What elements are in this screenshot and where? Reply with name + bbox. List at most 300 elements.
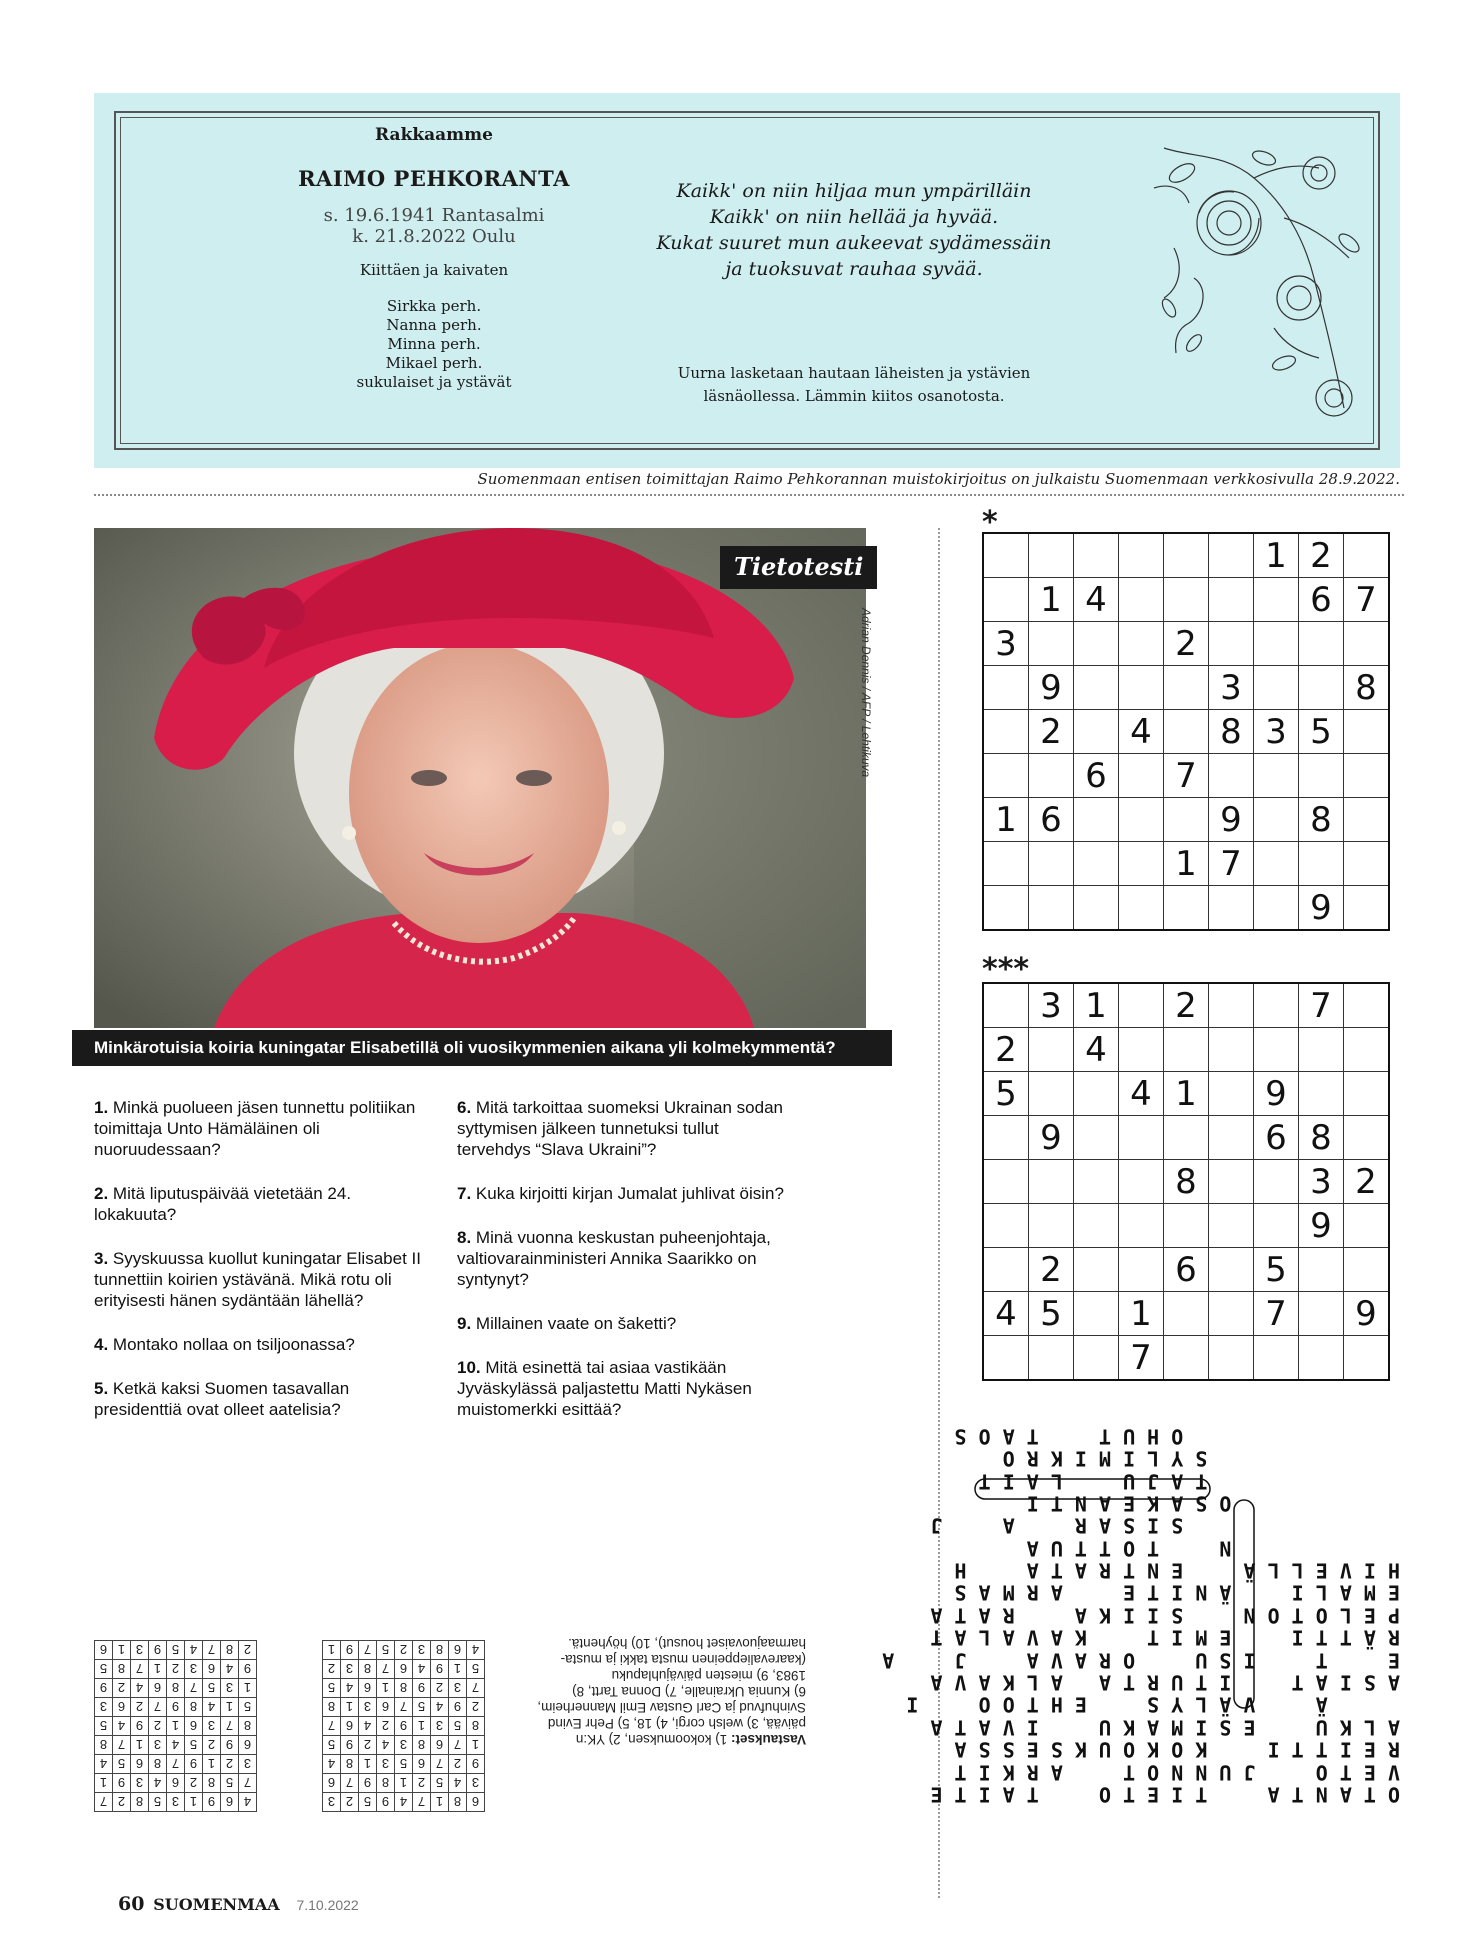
sudoku-cell[interactable]	[1344, 1072, 1390, 1116]
sudoku-cell[interactable]	[1254, 754, 1299, 798]
solution-cell: 8	[395, 1679, 413, 1698]
sudoku-cell[interactable]	[1254, 666, 1299, 710]
quiz-question	[457, 1357, 787, 1420]
sudoku-cell[interactable]	[1119, 622, 1164, 666]
sudoku-cell[interactable]	[1209, 1292, 1254, 1336]
solution-cell: 2	[167, 1660, 185, 1679]
sudoku-cell[interactable]	[1299, 1336, 1344, 1381]
solution-cell: 5	[323, 1736, 341, 1755]
sudoku-cell[interactable]	[1164, 710, 1209, 754]
poem-line: ja tuoksuvat rauhaa syvää.	[725, 258, 983, 280]
sudoku-cell[interactable]: 1	[1119, 1292, 1164, 1336]
solution-cell-row	[95, 1793, 257, 1812]
sudoku-cell[interactable]: 9	[1029, 666, 1074, 710]
sudoku-cell[interactable]	[1299, 842, 1344, 886]
sudoku-cell[interactable]: 5	[1299, 710, 1344, 754]
word-search-row: Ä V Ä L Y S E H T O O I	[906, 1693, 1400, 1718]
word-search-row: E M A L I Ä N I T E A R M A S	[954, 1581, 1400, 1606]
word-search-row: H I V E L L Ä E N T R A T A H	[954, 1558, 1400, 1583]
solution-cell: 5	[185, 1736, 203, 1755]
sudoku-cell[interactable]	[983, 533, 1029, 578]
sudoku-cell[interactable]	[1299, 1292, 1344, 1336]
sudoku-cell[interactable]	[1209, 983, 1254, 1028]
solution-cell: 2	[203, 1736, 221, 1755]
sudoku-cell[interactable]: 7	[1119, 1336, 1164, 1381]
family-member: sukulaiset ja ystävät	[356, 373, 512, 391]
sudoku-cell[interactable]: 8	[1299, 1116, 1344, 1160]
sudoku-cell[interactable]	[983, 1160, 1029, 1204]
solution-cell: 5	[359, 1793, 377, 1812]
sudoku-cell[interactable]	[1029, 754, 1074, 798]
sudoku-cell[interactable]: 3	[1254, 710, 1299, 754]
sudoku-cell[interactable]: 9	[1254, 1072, 1299, 1116]
sudoku-hard-grid[interactable]	[982, 982, 1390, 1381]
sudoku-cell[interactable]	[1209, 1072, 1254, 1116]
solution-cell-row	[95, 1698, 257, 1717]
sudoku-cell[interactable]	[1029, 622, 1074, 666]
solution-cell: 3	[395, 1736, 413, 1755]
sudoku-cell[interactable]	[983, 983, 1029, 1028]
solution-cell: 7	[341, 1774, 359, 1793]
sudoku-cell[interactable]	[1344, 798, 1390, 842]
notice-line: Uurna lasketaan hautaan läheisten ja ystävien	[677, 364, 1031, 382]
sudoku-cell[interactable]	[1164, 1028, 1209, 1072]
sudoku-cell[interactable]: 3	[1209, 666, 1254, 710]
notice-line: läsnäollessa. Lämmin kiitos osanotosta.	[703, 387, 1005, 405]
sudoku-cell[interactable]	[1164, 1292, 1209, 1336]
sudoku-cell[interactable]	[983, 886, 1029, 931]
solution-cell: 2	[221, 1755, 239, 1774]
word-search-row: S I S A R A J	[930, 1513, 1400, 1538]
sudoku-cell[interactable]: 8	[1344, 666, 1390, 710]
sudoku-cell[interactable]	[1299, 666, 1344, 710]
sudoku-cell[interactable]	[1164, 533, 1209, 578]
sudoku-cell[interactable]: 5	[1029, 1292, 1074, 1336]
solution-cell: 8	[185, 1698, 203, 1717]
sudoku-cell[interactable]	[1344, 983, 1390, 1028]
sudoku-cell[interactable]	[983, 754, 1029, 798]
solution-cell: 8	[323, 1698, 341, 1717]
solution-cell: 6	[467, 1793, 485, 1812]
solution-cell-row	[95, 1679, 257, 1698]
sudoku-cell[interactable]	[1029, 1028, 1074, 1072]
sudoku-cell[interactable]: 7	[1299, 983, 1344, 1028]
solution-cell: 8	[167, 1679, 185, 1698]
sudoku-cell[interactable]	[1074, 886, 1119, 931]
word-search-row: O H U T T A O S	[930, 1424, 1400, 1449]
sudoku-cell[interactable]	[1119, 1028, 1164, 1072]
sudoku-cell[interactable]	[1074, 1248, 1119, 1292]
sudoku-cell[interactable]	[1164, 886, 1209, 931]
solution-cell: 9	[449, 1698, 467, 1717]
page-footer	[118, 1893, 359, 1915]
sudoku-cell[interactable]	[1029, 1204, 1074, 1248]
solution-cell: 3	[131, 1774, 149, 1793]
solution-cell: 5	[449, 1717, 467, 1736]
sudoku-cell[interactable]	[1164, 798, 1209, 842]
word-search-row: S Y L I M I K R O	[930, 1446, 1400, 1471]
sudoku-cell[interactable]	[1209, 1160, 1254, 1204]
quiz-question	[457, 1097, 787, 1160]
queen-photo-illustration	[94, 528, 866, 1028]
sudoku-cell[interactable]	[1344, 1336, 1390, 1381]
sudoku-cell[interactable]	[1029, 1336, 1074, 1381]
sudoku-cell[interactable]	[1074, 1336, 1119, 1381]
sudoku-cell[interactable]: 8	[1209, 710, 1254, 754]
sudoku-cell[interactable]	[1254, 1160, 1299, 1204]
solution-cell-row	[323, 1679, 485, 1698]
sudoku-cell[interactable]: 8	[1164, 1160, 1209, 1204]
sudoku-cell[interactable]	[1299, 1248, 1344, 1292]
solution-cell: 6	[431, 1736, 449, 1755]
highlight-vertical-word	[1234, 1500, 1254, 1708]
question-number: 5.	[94, 1379, 109, 1398]
solution-cell: 6	[359, 1679, 377, 1698]
sudoku-cell[interactable]	[1119, 666, 1164, 710]
solution-cell: 9	[377, 1793, 395, 1812]
sudoku-cell-row	[983, 754, 1389, 798]
solution-cell: 4	[185, 1641, 203, 1660]
quiz-answers	[536, 1635, 806, 1747]
sudoku-cell[interactable]	[1254, 1028, 1299, 1072]
solution-cell-row	[323, 1698, 485, 1717]
sudoku-cell[interactable]	[1344, 1204, 1390, 1248]
poem-line: Kukat suuret mun aukeevat sydämessäin	[656, 232, 1052, 254]
solution-cell: 5	[113, 1755, 131, 1774]
sudoku-cell-row	[983, 622, 1389, 666]
sudoku-cell[interactable]	[983, 578, 1029, 622]
sudoku-cell[interactable]: 3	[983, 622, 1029, 666]
sudoku-cell[interactable]	[1254, 886, 1299, 931]
obituary-died: k. 21.8.2022 Oulu	[352, 226, 516, 247]
sudoku-cell[interactable]	[1254, 983, 1299, 1028]
question-number: 2.	[94, 1184, 109, 1203]
sudoku-easy-grid[interactable]	[982, 532, 1390, 931]
sudoku-cell[interactable]	[983, 1336, 1029, 1381]
solution-cell: 8	[467, 1717, 485, 1736]
solution-cell: 7	[95, 1793, 113, 1812]
solution-cell: 5	[377, 1641, 395, 1660]
sudoku-cell[interactable]	[1254, 622, 1299, 666]
solution-cell: 5	[467, 1660, 485, 1679]
solution-cell: 4	[377, 1736, 395, 1755]
sudoku-cell[interactable]	[1074, 710, 1119, 754]
sudoku-cell[interactable]	[1119, 1248, 1164, 1292]
sudoku-cell[interactable]: 7	[1164, 754, 1209, 798]
family-member: Nanna perh.	[386, 316, 482, 334]
solution-cell: 4	[323, 1755, 341, 1774]
sudoku-cell[interactable]	[1299, 622, 1344, 666]
sudoku-cell[interactable]: 9	[1299, 1204, 1344, 1248]
sudoku-cell[interactable]	[983, 1116, 1029, 1160]
sudoku-cell[interactable]	[1119, 1160, 1164, 1204]
question-text: Minä vuonna keskustan puheenjohtaja, valtiovarainministeri Annika Saarikko on syntynyt?	[457, 1228, 771, 1289]
solution-cell: 6	[203, 1660, 221, 1679]
sudoku-cell[interactable]	[1119, 578, 1164, 622]
sudoku-cell[interactable]: 9	[1299, 886, 1344, 931]
sudoku-cell[interactable]	[1209, 1116, 1254, 1160]
word-search-row: O T A N T A T I E T O T A I T E	[930, 1782, 1400, 1807]
solution-cell: 2	[239, 1641, 257, 1660]
solution-cell: 2	[149, 1717, 167, 1736]
solution-cell: 8	[149, 1755, 167, 1774]
sudoku-cell[interactable]	[1119, 842, 1164, 886]
solution-cell: 6	[449, 1641, 467, 1660]
sudoku-cell[interactable]	[1344, 842, 1390, 886]
solution-cell: 7	[131, 1660, 149, 1679]
sudoku-cell[interactable]	[1119, 798, 1164, 842]
sudoku-cell[interactable]	[983, 1248, 1029, 1292]
solution-cell: 2	[431, 1679, 449, 1698]
photo-credit: Adrian Dennis / AFP / Lehtikuva	[859, 608, 873, 778]
sudoku-cell[interactable]: 8	[1299, 798, 1344, 842]
solution-cell-row	[323, 1774, 485, 1793]
sudoku-cell[interactable]	[1074, 798, 1119, 842]
sudoku-cell[interactable]: 4	[1119, 710, 1164, 754]
solution-cell: 9	[239, 1660, 257, 1679]
sudoku-cell[interactable]	[1299, 754, 1344, 798]
quiz-question	[457, 1227, 787, 1290]
solution-cell: 3	[359, 1698, 377, 1717]
sudoku-cell[interactable]	[1074, 1160, 1119, 1204]
sudoku-cell[interactable]	[1029, 886, 1074, 931]
sudoku-cell[interactable]	[1074, 622, 1119, 666]
sudoku-cell[interactable]: 2	[1164, 622, 1209, 666]
sudoku-cell[interactable]: 1	[1164, 842, 1209, 886]
sudoku-cell[interactable]: 6	[1254, 1116, 1299, 1160]
solution-cell: 1	[341, 1698, 359, 1717]
sudoku-cell[interactable]	[1029, 533, 1074, 578]
answers-text: 1) kokoomuksen, 2) YK:n päivää, 3) welsh corgi, 4) 18, 5) Pehr Evind Svinhufvud ja Carl Gustav Emil Mannerheim, 6) Kunnia Ukrainalle, 7) Donna Tartt, 8) 1983, 9) miesten päiväjuhlapuku (kaarevalieppeinen musta takki ja musta-harmaajuovaiset housut), 10) höyhentä.	[537, 1636, 806, 1747]
question-text: Millainen vaate on šaketti?	[471, 1314, 677, 1333]
solution-cell: 4	[395, 1793, 413, 1812]
solution-cell: 8	[203, 1774, 221, 1793]
sudoku-cell[interactable]: 2	[1029, 710, 1074, 754]
sudoku-cell[interactable]	[1209, 754, 1254, 798]
question-number: 6.	[457, 1098, 472, 1117]
sudoku-cell[interactable]	[1254, 1204, 1299, 1248]
sudoku-cell[interactable]	[1074, 1292, 1119, 1336]
sudoku-cell[interactable]: 5	[1254, 1248, 1299, 1292]
sudoku-cell[interactable]: 2	[1029, 1248, 1074, 1292]
sudoku-cell[interactable]: 6	[1299, 578, 1344, 622]
obituary-poem	[634, 178, 1074, 282]
sudoku-cell[interactable]	[1209, 533, 1254, 578]
sudoku-cell[interactable]: 3	[1299, 1160, 1344, 1204]
sudoku-cell[interactable]	[1119, 533, 1164, 578]
word-search-row: T A J U L A I T	[930, 1469, 1400, 1494]
sudoku-cell[interactable]	[1074, 1072, 1119, 1116]
sudoku-cell[interactable]: 7	[1344, 578, 1390, 622]
sudoku-cell[interactable]: 4	[1074, 578, 1119, 622]
solution-cell: 5	[167, 1641, 185, 1660]
family-member: Sirkka perh.	[386, 297, 482, 315]
sudoku-cell[interactable]	[1209, 1248, 1254, 1292]
solution-cell-row	[323, 1793, 485, 1812]
solution-cell: 7	[395, 1698, 413, 1717]
sudoku-cell[interactable]: 6	[1029, 798, 1074, 842]
solution-cell: 1	[131, 1736, 149, 1755]
sudoku-cell[interactable]: 6	[1074, 754, 1119, 798]
sudoku-cell-row	[983, 983, 1389, 1028]
sudoku-cell[interactable]: 1	[1254, 533, 1299, 578]
sudoku-cell[interactable]	[1119, 1116, 1164, 1160]
sudoku-cell[interactable]: 4	[1074, 1028, 1119, 1072]
sudoku-cell[interactable]	[1344, 710, 1390, 754]
solution-cell: 5	[395, 1755, 413, 1774]
sudoku-cell[interactable]	[1074, 1204, 1119, 1248]
question-number: 4.	[94, 1335, 109, 1354]
sudoku-cell[interactable]	[1254, 1336, 1299, 1381]
solution-cell: 6	[131, 1755, 149, 1774]
sudoku-cell[interactable]: 9	[1344, 1292, 1390, 1336]
quiz-column-left	[94, 1097, 424, 1443]
solution-cell: 7	[167, 1755, 185, 1774]
sudoku-cell[interactable]	[1074, 666, 1119, 710]
solution-cell: 8	[95, 1736, 113, 1755]
sudoku-cell[interactable]: 2	[1299, 533, 1344, 578]
sudoku-cell[interactable]	[1299, 1028, 1344, 1072]
sudoku-cell[interactable]	[1164, 1336, 1209, 1381]
sudoku-cell[interactable]	[983, 710, 1029, 754]
sudoku-cell[interactable]	[1029, 1072, 1074, 1116]
sudoku-cell[interactable]	[1164, 1116, 1209, 1160]
sudoku-cell[interactable]	[1344, 1028, 1390, 1072]
solution-cell: 3	[149, 1736, 167, 1755]
sudoku-cell[interactable]: 3	[1029, 983, 1074, 1028]
sudoku-cell[interactable]	[1344, 533, 1390, 578]
solution-cell: 9	[203, 1793, 221, 1812]
sudoku-cell[interactable]: 4	[983, 1292, 1029, 1336]
sudoku-cell-row	[983, 1160, 1389, 1204]
solution-cell: 1	[239, 1679, 257, 1698]
sudoku-cell[interactable]	[1164, 578, 1209, 622]
page-number: 60	[118, 1893, 145, 1915]
sudoku-cell[interactable]	[1119, 1204, 1164, 1248]
sudoku-cell[interactable]	[1209, 886, 1254, 931]
solution-cell: 2	[413, 1774, 431, 1793]
sudoku-cell[interactable]	[983, 1204, 1029, 1248]
sudoku-cell[interactable]	[1254, 842, 1299, 886]
sudoku-cell[interactable]: 7	[1209, 842, 1254, 886]
sudoku-cell[interactable]: 1	[1029, 578, 1074, 622]
solution-cell: 6	[95, 1641, 113, 1660]
solution-cell-row	[323, 1736, 485, 1755]
question-number: 9.	[457, 1314, 472, 1333]
sudoku-cell[interactable]: 9	[1029, 1116, 1074, 1160]
word-search-row: A L K U E S I M A K U I V A T A	[930, 1715, 1400, 1740]
sudoku-cell[interactable]	[1164, 666, 1209, 710]
sudoku-cell[interactable]	[1344, 1116, 1390, 1160]
sudoku-cell[interactable]	[1344, 886, 1390, 931]
sudoku-cell-row	[983, 1248, 1389, 1292]
sudoku-cell[interactable]	[1209, 622, 1254, 666]
word-search-row: V E T O J U N N O T A R K I T	[930, 1760, 1400, 1785]
sudoku-cell[interactable]	[1029, 1160, 1074, 1204]
solution-cell: 2	[395, 1641, 413, 1660]
solution-cell: 4	[359, 1717, 377, 1736]
solution-cell: 5	[95, 1717, 113, 1736]
sudoku-cell[interactable]	[983, 666, 1029, 710]
sudoku-cell[interactable]	[1119, 886, 1164, 931]
sudoku-cell[interactable]: 2	[1164, 983, 1209, 1028]
magazine-name: SUOMENMAA	[153, 1895, 280, 1914]
sudoku-cell[interactable]	[1164, 1204, 1209, 1248]
sudoku-cell[interactable]: 5	[983, 1072, 1029, 1116]
sudoku-cell[interactable]: 9	[1209, 798, 1254, 842]
word-search-row: E T I S U O R A V A J A	[882, 1648, 1400, 1673]
solution-cell-row	[323, 1641, 485, 1660]
solution-cell: 7	[239, 1774, 257, 1793]
sudoku-cell[interactable]	[1074, 533, 1119, 578]
solution-cell: 1	[167, 1717, 185, 1736]
sudoku-cell-row	[983, 578, 1389, 622]
sudoku-cell-row	[983, 842, 1389, 886]
sudoku-cell[interactable]: 1	[1074, 983, 1119, 1028]
sudoku-cell[interactable]: 7	[1254, 1292, 1299, 1336]
sudoku-cell[interactable]: 6	[1164, 1248, 1209, 1292]
sudoku-cell[interactable]: 2	[1344, 1160, 1390, 1204]
sudoku-cell[interactable]: 2	[983, 1028, 1029, 1072]
quiz-question	[457, 1183, 787, 1204]
sudoku-cell[interactable]	[1209, 1028, 1254, 1072]
sudoku-cell[interactable]	[1299, 1072, 1344, 1116]
sudoku-cell[interactable]	[1254, 578, 1299, 622]
sudoku-cell[interactable]	[1209, 1204, 1254, 1248]
sudoku-cell[interactable]	[1074, 1116, 1119, 1160]
sudoku-cell[interactable]	[1344, 622, 1390, 666]
word-search-row: O S A K E A N T I	[930, 1491, 1400, 1516]
sudoku-cell-row	[983, 1292, 1389, 1336]
sudoku-cell[interactable]	[1209, 1336, 1254, 1381]
sudoku-cell[interactable]: 1	[1164, 1072, 1209, 1116]
sudoku-cell[interactable]	[983, 842, 1029, 886]
solution-cell: 3	[221, 1679, 239, 1698]
solution-cell: 4	[431, 1698, 449, 1717]
solution-cell: 8	[131, 1793, 149, 1812]
sudoku-cell[interactable]	[1344, 1248, 1390, 1292]
sudoku-cell[interactable]	[1119, 754, 1164, 798]
obituary-intro: Rakkaamme	[375, 125, 493, 145]
sudoku-cell[interactable]	[1029, 842, 1074, 886]
solution-cell: 4	[167, 1736, 185, 1755]
sudoku-cell[interactable]	[1254, 798, 1299, 842]
solution-cell: 7	[203, 1641, 221, 1660]
sudoku-cell[interactable]: 4	[1119, 1072, 1164, 1116]
solution-cell: 5	[323, 1679, 341, 1698]
solution-cell: 6	[149, 1679, 167, 1698]
solution-cell: 2	[323, 1660, 341, 1679]
solution-cell: 7	[323, 1717, 341, 1736]
sudoku-cell[interactable]	[1344, 754, 1390, 798]
sudoku-cell[interactable]	[1209, 578, 1254, 622]
solution-cell-row	[95, 1774, 257, 1793]
sudoku-cell[interactable]	[1074, 842, 1119, 886]
sudoku-easy-difficulty: *	[982, 505, 998, 540]
question-text: Mitä esinettä tai asiaa vastikään Jyväskylässä paljastettu Matti Nykäsen muistomerkki esittää?	[457, 1358, 752, 1419]
sudoku-cell[interactable]: 1	[983, 798, 1029, 842]
solution-cell: 2	[185, 1774, 203, 1793]
sudoku-cell[interactable]	[1119, 983, 1164, 1028]
question-text: Minkä puolueen jäsen tunnettu politiikan toimittaja Unto Hämäläinen oli nuoruudessaan?	[94, 1098, 416, 1159]
solution-cell: 5	[95, 1660, 113, 1679]
solution-cell: 1	[221, 1698, 239, 1717]
solution-cell: 7	[467, 1679, 485, 1698]
solution-cell: 8	[221, 1641, 239, 1660]
family-member: Mikael perh.	[385, 354, 483, 372]
solution-cell: 4	[149, 1774, 167, 1793]
solution-cell: 5	[239, 1698, 257, 1717]
